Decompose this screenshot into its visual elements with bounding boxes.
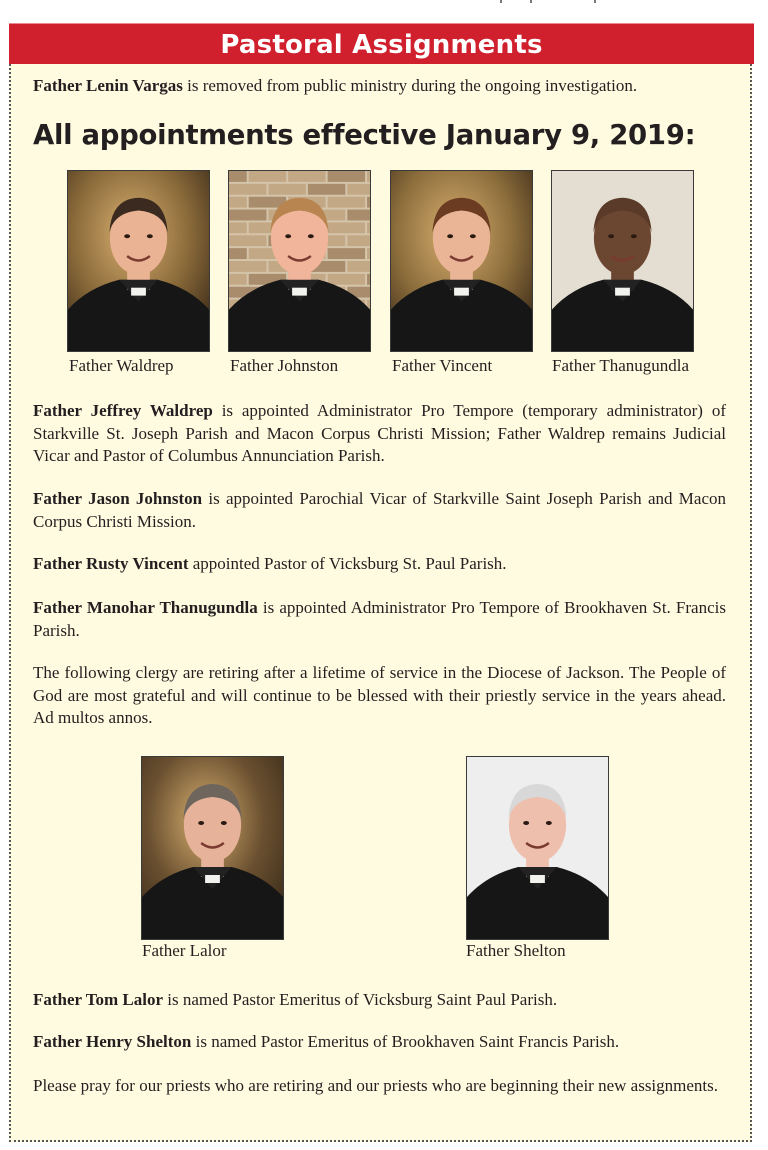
- portrait-image: [229, 171, 370, 351]
- portrait-photo: [141, 756, 284, 940]
- notice-name: Father Lenin Vargas: [33, 76, 183, 95]
- banner-title: Pastoral Assignments: [9, 23, 754, 64]
- assignee-name: Father Manohar Thanugundla: [33, 598, 258, 617]
- portrait-image: [391, 171, 532, 351]
- portrait-image: [142, 757, 283, 939]
- emeritus-text: is named Pastor Emeritus of Brookhaven Saint Francis Parish.: [191, 1032, 620, 1051]
- page-edge-marks: [500, 0, 620, 4]
- photo-caption: Father Lalor: [142, 941, 227, 960]
- photo-caption: Father Vincent: [392, 356, 493, 375]
- notice-text: is removed from public ministry during the ongoing investigation.: [182, 76, 638, 95]
- assignee-name: Father Jason Johnston: [33, 489, 203, 508]
- photo-caption: Father Thanugundla: [552, 356, 690, 375]
- retiring-intro: The following clergy are retiring after a lifetime of service in the Diocese of Jackson. The People of God are most grateful and will continue to be blessed with their priestly service in the years ahead. Ad multos annos.: [33, 663, 726, 727]
- portrait-photo: [67, 170, 210, 352]
- assignee-name: Father Rusty Vincent: [33, 554, 189, 573]
- closing-prayer: Please pray for our priests who are retiring and our priests who are beginning their new assignments.: [33, 1076, 719, 1095]
- portrait-image: [68, 171, 209, 351]
- assignment-text: is appointed Administrator Pro Tempore of Brookhaven St. Francis Parish.: [33, 598, 726, 640]
- portrait-photo: [551, 170, 694, 352]
- emeritus-text: is named Pastor Emeritus of Vicksburg Saint Paul Parish.: [163, 990, 558, 1009]
- photo-caption: Father Johnston: [230, 356, 339, 375]
- assignment-paragraph: [33, 400, 726, 468]
- emeritus-name: Father Henry Shelton: [33, 1032, 192, 1051]
- assignment-text: is appointed Administrator Pro Tempore (temporary administrator) of Starkville St. Joseph Parish and Macon Corpus Christi Mission; Father Waldrep remains Judicial Vicar and Pastor of Columbus Annunciation Parish.: [33, 401, 726, 465]
- assignee-name: Father Jeffrey Waldrep: [33, 401, 213, 420]
- portrait-photo: [228, 170, 371, 352]
- portrait-image: [552, 171, 693, 351]
- assignment-text: appointed Pastor of Vicksburg St. Paul Parish.: [188, 554, 507, 573]
- emeritus-name: Father Tom Lalor: [33, 990, 164, 1009]
- assignment-paragraph: [33, 597, 726, 642]
- portrait-photo: [390, 170, 533, 352]
- portrait-photo: [466, 756, 609, 940]
- pastoral-assignments-box: [9, 23, 752, 1142]
- effective-date-headline: All appointments effective January 9, 2019:: [33, 119, 696, 151]
- assignment-paragraph: [33, 553, 726, 576]
- removal-notice: [33, 75, 726, 98]
- emeritus-paragraph: [33, 1031, 726, 1054]
- emeritus-paragraph: [33, 989, 726, 1012]
- assignment-paragraph: [33, 488, 726, 533]
- portrait-image: [467, 757, 608, 939]
- photo-caption: Father Waldrep: [69, 356, 174, 375]
- assignment-text: is appointed Parochial Vicar of Starkville Saint Joseph Parish and Macon Corpus Christi Mission.: [33, 489, 726, 531]
- photo-caption: Father Shelton: [466, 941, 566, 960]
